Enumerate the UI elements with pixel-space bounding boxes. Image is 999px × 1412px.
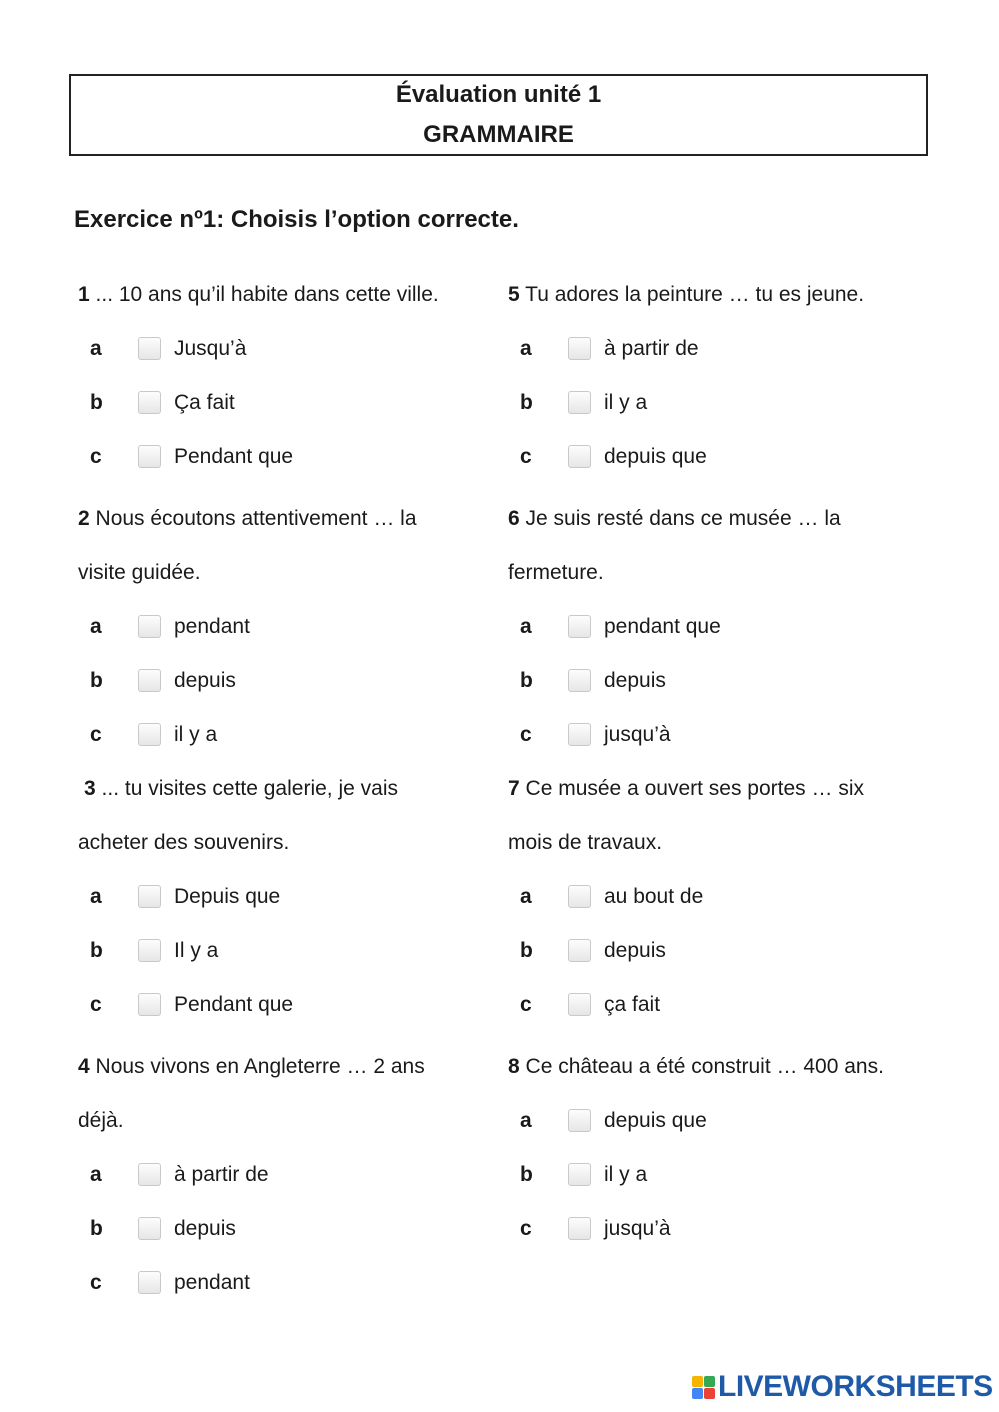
question-prompt: ... 10 ans qu’il habite dans cette ville. xyxy=(89,283,439,306)
option-text: pendant xyxy=(174,1271,250,1294)
option-text: depuis xyxy=(604,669,666,692)
option-letter: a xyxy=(520,615,532,638)
question-4-text xyxy=(78,1040,425,1094)
exercise-title: Exercice nº1: Choisis l’option correcte. xyxy=(74,206,519,233)
question-1-text xyxy=(78,268,439,322)
option-letter: c xyxy=(90,723,102,746)
question-prompt: Je suis resté dans ce musée … la xyxy=(519,507,841,530)
option-text: il y a xyxy=(604,391,648,414)
option-text: depuis xyxy=(604,939,666,962)
checkbox[interactable] xyxy=(138,391,161,414)
checkbox[interactable] xyxy=(138,723,161,746)
option-text: à partir de xyxy=(174,1163,269,1186)
checkbox[interactable] xyxy=(138,615,161,638)
checkbox[interactable] xyxy=(568,993,591,1016)
checkbox[interactable] xyxy=(568,1163,591,1186)
question-8-text xyxy=(508,1040,884,1094)
option-letter: b xyxy=(90,669,103,692)
option-text: Depuis que xyxy=(174,885,281,908)
checkbox[interactable] xyxy=(568,615,591,638)
checkbox[interactable] xyxy=(568,939,591,962)
checkbox[interactable] xyxy=(568,669,591,692)
checkbox[interactable] xyxy=(138,939,161,962)
option-letter: c xyxy=(520,723,532,746)
option-letter: b xyxy=(520,669,533,692)
checkbox[interactable] xyxy=(568,337,591,360)
question-7-text xyxy=(508,762,864,816)
option-text: depuis xyxy=(174,669,236,692)
question-number: 1 xyxy=(78,283,90,306)
checkbox[interactable] xyxy=(568,885,591,908)
option-text: Jusqu’à xyxy=(174,337,247,360)
option-letter: a xyxy=(90,1163,102,1186)
option-text: à partir de xyxy=(604,337,699,360)
option-text: Il y a xyxy=(174,939,219,962)
question-7-text-cont: mois de travaux. xyxy=(508,831,663,854)
liveworksheets-logo-icon xyxy=(692,1376,716,1400)
option-letter: c xyxy=(90,445,102,468)
option-text: depuis que xyxy=(604,445,707,468)
option-letter: a xyxy=(90,615,102,638)
option-letter: c xyxy=(520,1217,532,1240)
option-text: pendant que xyxy=(604,615,721,638)
question-6-text xyxy=(508,492,841,546)
option-text: il y a xyxy=(604,1163,648,1186)
question-prompt: Nous écoutons attentivement … la xyxy=(89,507,417,530)
page-subtitle: GRAMMAIRE xyxy=(423,121,574,148)
question-prompt: Tu adores la peinture … tu es jeune. xyxy=(519,283,865,306)
question-3-text-cont: acheter des souvenirs. xyxy=(78,831,290,854)
question-3-text xyxy=(84,762,398,816)
question-number: 4 xyxy=(78,1055,90,1078)
question-prompt: Ce château a été construit … 400 ans. xyxy=(519,1055,884,1078)
option-text: Pendant que xyxy=(174,445,294,468)
option-letter: a xyxy=(520,885,532,908)
checkbox[interactable] xyxy=(138,1163,161,1186)
option-letter: b xyxy=(520,391,533,414)
checkbox[interactable] xyxy=(138,1271,161,1294)
question-prompt: ... tu visites cette galerie, je vais xyxy=(95,777,398,800)
option-letter: a xyxy=(90,885,102,908)
checkbox[interactable] xyxy=(138,669,161,692)
option-text: pendant xyxy=(174,615,250,638)
question-number: 5 xyxy=(508,283,520,306)
checkbox[interactable] xyxy=(138,337,161,360)
checkbox[interactable] xyxy=(568,1109,591,1132)
option-letter: c xyxy=(90,993,102,1016)
question-number: 3 xyxy=(84,777,96,800)
option-text: Pendant que xyxy=(174,993,294,1016)
option-letter: a xyxy=(520,1109,532,1132)
question-6-text-cont: fermeture. xyxy=(508,561,604,584)
option-letter: c xyxy=(90,1271,102,1294)
question-number: 8 xyxy=(508,1055,520,1078)
checkbox[interactable] xyxy=(568,445,591,468)
checkbox[interactable] xyxy=(138,885,161,908)
liveworksheets-logo-text: LIVEWORKSHEETS xyxy=(718,1370,993,1403)
option-letter: b xyxy=(90,391,103,414)
question-number: 2 xyxy=(78,507,90,530)
title-box xyxy=(69,74,928,156)
option-letter: b xyxy=(520,1163,533,1186)
option-text: jusqu’à xyxy=(604,1217,671,1240)
page-title: Évaluation unité 1 xyxy=(395,81,602,108)
option-letter: c xyxy=(520,445,532,468)
option-letter: b xyxy=(520,939,533,962)
checkbox[interactable] xyxy=(568,1217,591,1240)
option-text: Ça fait xyxy=(174,391,235,414)
question-4-text-cont: déjà. xyxy=(78,1109,124,1132)
option-letter: a xyxy=(90,337,102,360)
question-2-text-cont: visite guidée. xyxy=(78,561,201,584)
option-text: depuis xyxy=(174,1217,236,1240)
option-text: il y a xyxy=(174,723,218,746)
checkbox[interactable] xyxy=(568,391,591,414)
option-letter: b xyxy=(90,1217,103,1240)
option-text: jusqu’à xyxy=(604,723,671,746)
question-prompt: Nous vivons en Angleterre … 2 ans xyxy=(89,1055,425,1078)
option-text: ça fait xyxy=(604,993,661,1016)
option-letter: b xyxy=(90,939,103,962)
checkbox[interactable] xyxy=(138,445,161,468)
option-text: depuis que xyxy=(604,1109,707,1132)
question-number: 7 xyxy=(508,777,520,800)
question-2-text xyxy=(78,492,417,546)
question-5-text xyxy=(508,268,864,322)
checkbox[interactable] xyxy=(568,723,591,746)
option-letter: a xyxy=(520,337,532,360)
checkbox[interactable] xyxy=(138,993,161,1016)
option-text: au bout de xyxy=(604,885,704,908)
checkbox[interactable] xyxy=(138,1217,161,1240)
question-number: 6 xyxy=(508,507,520,530)
question-prompt: Ce musée a ouvert ses portes … six xyxy=(519,777,864,800)
option-letter: c xyxy=(520,993,532,1016)
